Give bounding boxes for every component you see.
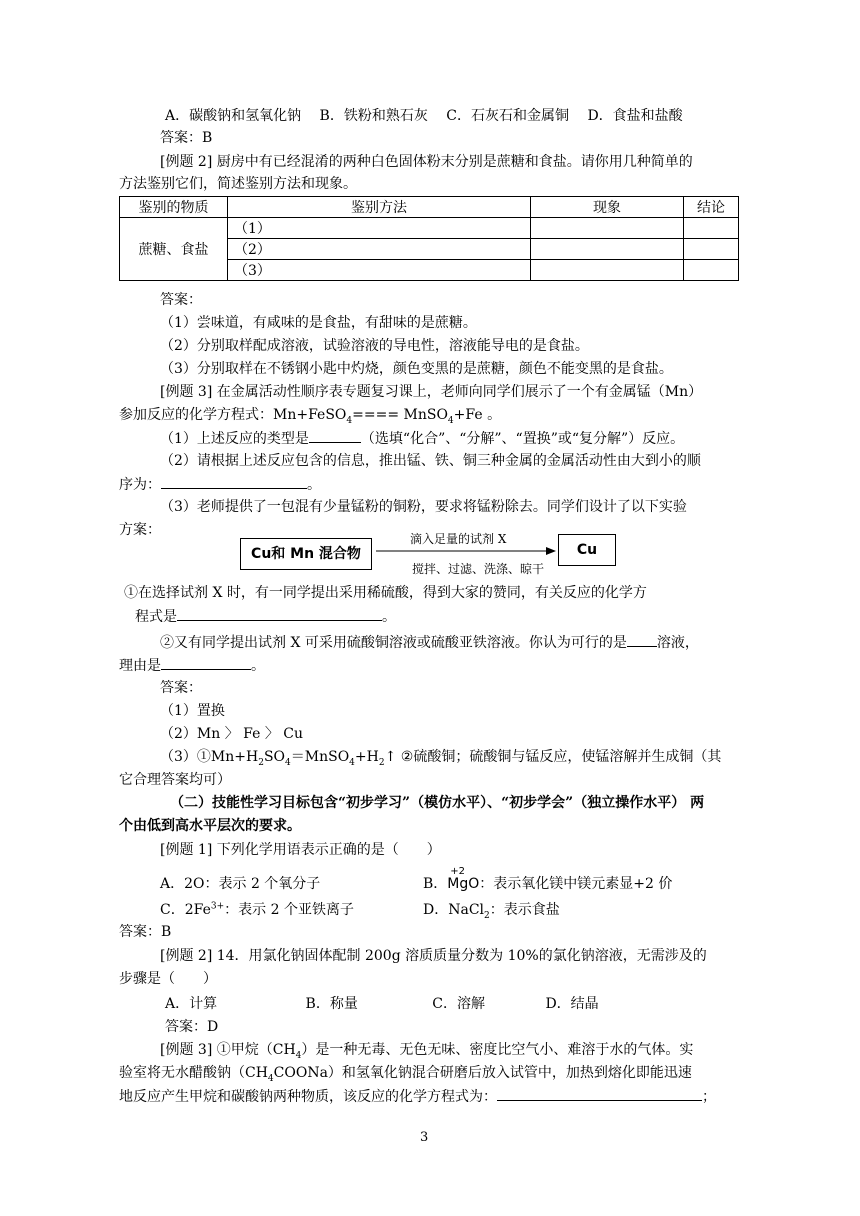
table-method-cell: （2） <box>228 239 531 260</box>
example3-answer-label: 答案： <box>160 680 202 696</box>
prev-question-options: A．碳酸钠和氢氧化钠 B．铁粉和熟石灰 C．石灰石和金属铜 D．食盐和盐酸 <box>165 108 683 124</box>
section2-heading-line2: 个由低到高水平层次的要求。 <box>119 818 301 834</box>
s2-example1-answer: 答案：B <box>119 924 172 940</box>
s2-example1-option-a: A．2O：表示 2 个氧分子 <box>160 876 321 892</box>
table-cell <box>531 218 684 239</box>
table-cell <box>684 260 739 281</box>
experiment-flow-diagram <box>240 534 620 578</box>
section2-heading-line1: （二）技能性学习目标包含“初步学习”（模仿水平）、“初步学会”（独立操作水平） 两 <box>170 795 705 811</box>
example3-question-1: （1）上述反应的类型是 （选填“化合”、“分解”、“置换”或“复分解”）反应。 <box>160 428 684 449</box>
blank-activity-order[interactable] <box>161 474 307 489</box>
example3-answer-2: （2）Mn 〉 Fe 〉 Cu <box>160 726 304 742</box>
table-header-cell: 鉴别方法 <box>228 197 531 218</box>
example2-stem-line2: 方法鉴别它们，简述鉴别方法和现象。 <box>119 176 357 192</box>
s2-example1-option-c: C．$2Fe^{3+}$：表示 2 个亚铁离子 <box>160 901 354 918</box>
s2-example2-options: A．计算 B．称量 C．溶解 D．结晶 <box>165 996 599 1012</box>
table-cell <box>684 218 739 239</box>
example3-equation-line: 参加反应的化学方程式：Mn+FeSO$_4$==== MnSO$_4$+Fe 。 <box>119 407 502 426</box>
example3-answer-3-line1: $(3)①Mn+H_2SO_4=MnSO_4+H_2↑$ ②硫酸铜；硫酸铜与锰反应，使锰溶解并生成铜（其 <box>160 749 722 768</box>
s2-example2-stem-line1: [例题 2] 14．用氯化钠固体配制 200g 溶质质量分数为 10%的氯化钠溶液，无需涉及的 <box>160 948 707 964</box>
s2-example1-option-b: B． +2 MgO：表示氧化镁中镁元素显+2 价 <box>423 866 673 892</box>
s2-example1-option-d: D．NaCl$_2$：表示食盐 <box>423 902 560 921</box>
blank-equation[interactable] <box>177 606 382 621</box>
example2-stem-line1: [例题 2] 厨房中有已经混淆的两种白色固体粉末分别是蔗糖和食盐。请你用几种简单的 <box>160 154 693 170</box>
table-header-row <box>120 197 739 218</box>
blank-reaction-type[interactable] <box>309 428 361 443</box>
table-header-cell: 结论 <box>684 197 739 218</box>
s2-example1-stem: [例题 1] 下列化学用语表示正确的是（ ） <box>160 842 441 858</box>
example3-sub2-line1: ②又有同学提出试剂 X 可采用硫酸铜溶液或硫酸亚铁溶液。你认为可行的是 溶液， <box>160 632 699 653</box>
blank-methane-equation[interactable] <box>497 1086 702 1101</box>
s2-example3-line1: [例题 3] ①甲烷$(CH_4)$是一种无毒、无色无味、密度比空气小、难溶于水的气体。实 <box>160 1042 694 1061</box>
example3-answer-1: （1）置换 <box>160 703 225 719</box>
identification-table <box>119 196 739 281</box>
example3-question-3-line2: 方案： <box>119 522 161 538</box>
table-method-cell: （3） <box>228 260 531 281</box>
example3-question-2-line1: （2）请根据上述反应包含的信息，推出锰、铁、铜三种金属的金属活动性由大到小的顺 <box>160 453 701 469</box>
example3-sub2-line2: 理由是 。 <box>119 655 265 676</box>
example2-answer-3: （3）分别取样在不锈钢小匙中灼烧，颜色变黑的是蔗糖，颜色不能变黑的是食盐。 <box>160 361 673 377</box>
example3-answer-3-line2: 它合理答案均可） <box>119 772 231 788</box>
table-header-cell: 现象 <box>531 197 684 218</box>
s2-example2-stem-line2: 步骤是（ ） <box>119 971 217 987</box>
copper-box: Cu <box>558 534 616 566</box>
example3-question-2-line2: 序为： 。 <box>119 474 321 495</box>
table-subject-cell: 蔗糖、食盐 <box>120 218 228 281</box>
s2-example2-answer: 答案：D <box>165 1019 219 1035</box>
example2-answer-label: 答案： <box>160 292 202 308</box>
table-cell <box>531 239 684 260</box>
table-cell <box>531 260 684 281</box>
example3-question-3-line1: （3）老师提供了一包混有少量锰粉的铜粉，要求将锰粉除去。同学们设计了以下实验 <box>160 499 687 515</box>
example2-answer-1: （1）尝味道，有咸味的是食盐，有甜味的是蔗糖。 <box>160 315 477 331</box>
arrow-top-label: 滴入足量的试剂 X <box>410 532 507 546</box>
example3-stem-line1: [例题 3] 在金属活动性顺序表专题复习课上，老师向同学们展示了一个有金属锰（Mn） <box>160 384 703 400</box>
example3-sub1-line1: ①在选择试剂 X 时，有一同学提出采用稀硫酸，得到大家的赞同，有关反应的化学方 <box>124 585 647 601</box>
arrow-bottom-label: 搅拌、过滤、洗涤、晾干 <box>412 562 545 576</box>
prev-question-answer: 答案：B <box>160 130 213 146</box>
mixture-box: Cu和 Mn 混合物 <box>240 538 372 570</box>
blank-reason[interactable] <box>161 655 251 670</box>
s2-example3-line3: 地反应产生甲烷和碳酸钠两种物质，该反应的化学方程式为： ； <box>119 1086 716 1107</box>
page-number: 3 <box>420 1130 429 1145</box>
table-header-cell: 鉴别的物质 <box>120 197 228 218</box>
table-method-cell: （1） <box>228 218 531 239</box>
blank-solution[interactable] <box>627 632 657 647</box>
example2-answer-2: （2）分别取样配成溶液，试验溶液的导电性，溶液能导电的是食盐。 <box>160 338 589 354</box>
s2-example3-line2: 验室将无水醋酸钠$(CH_4COONa)$和氢氧化钠混合研磨后放入试管中，加热到熔化即能迅速 <box>119 1065 692 1084</box>
example3-sub1-line2: 程式是 。 <box>135 606 396 627</box>
table-row <box>120 218 739 239</box>
arrow-right-icon <box>376 544 556 558</box>
table-cell <box>684 239 739 260</box>
